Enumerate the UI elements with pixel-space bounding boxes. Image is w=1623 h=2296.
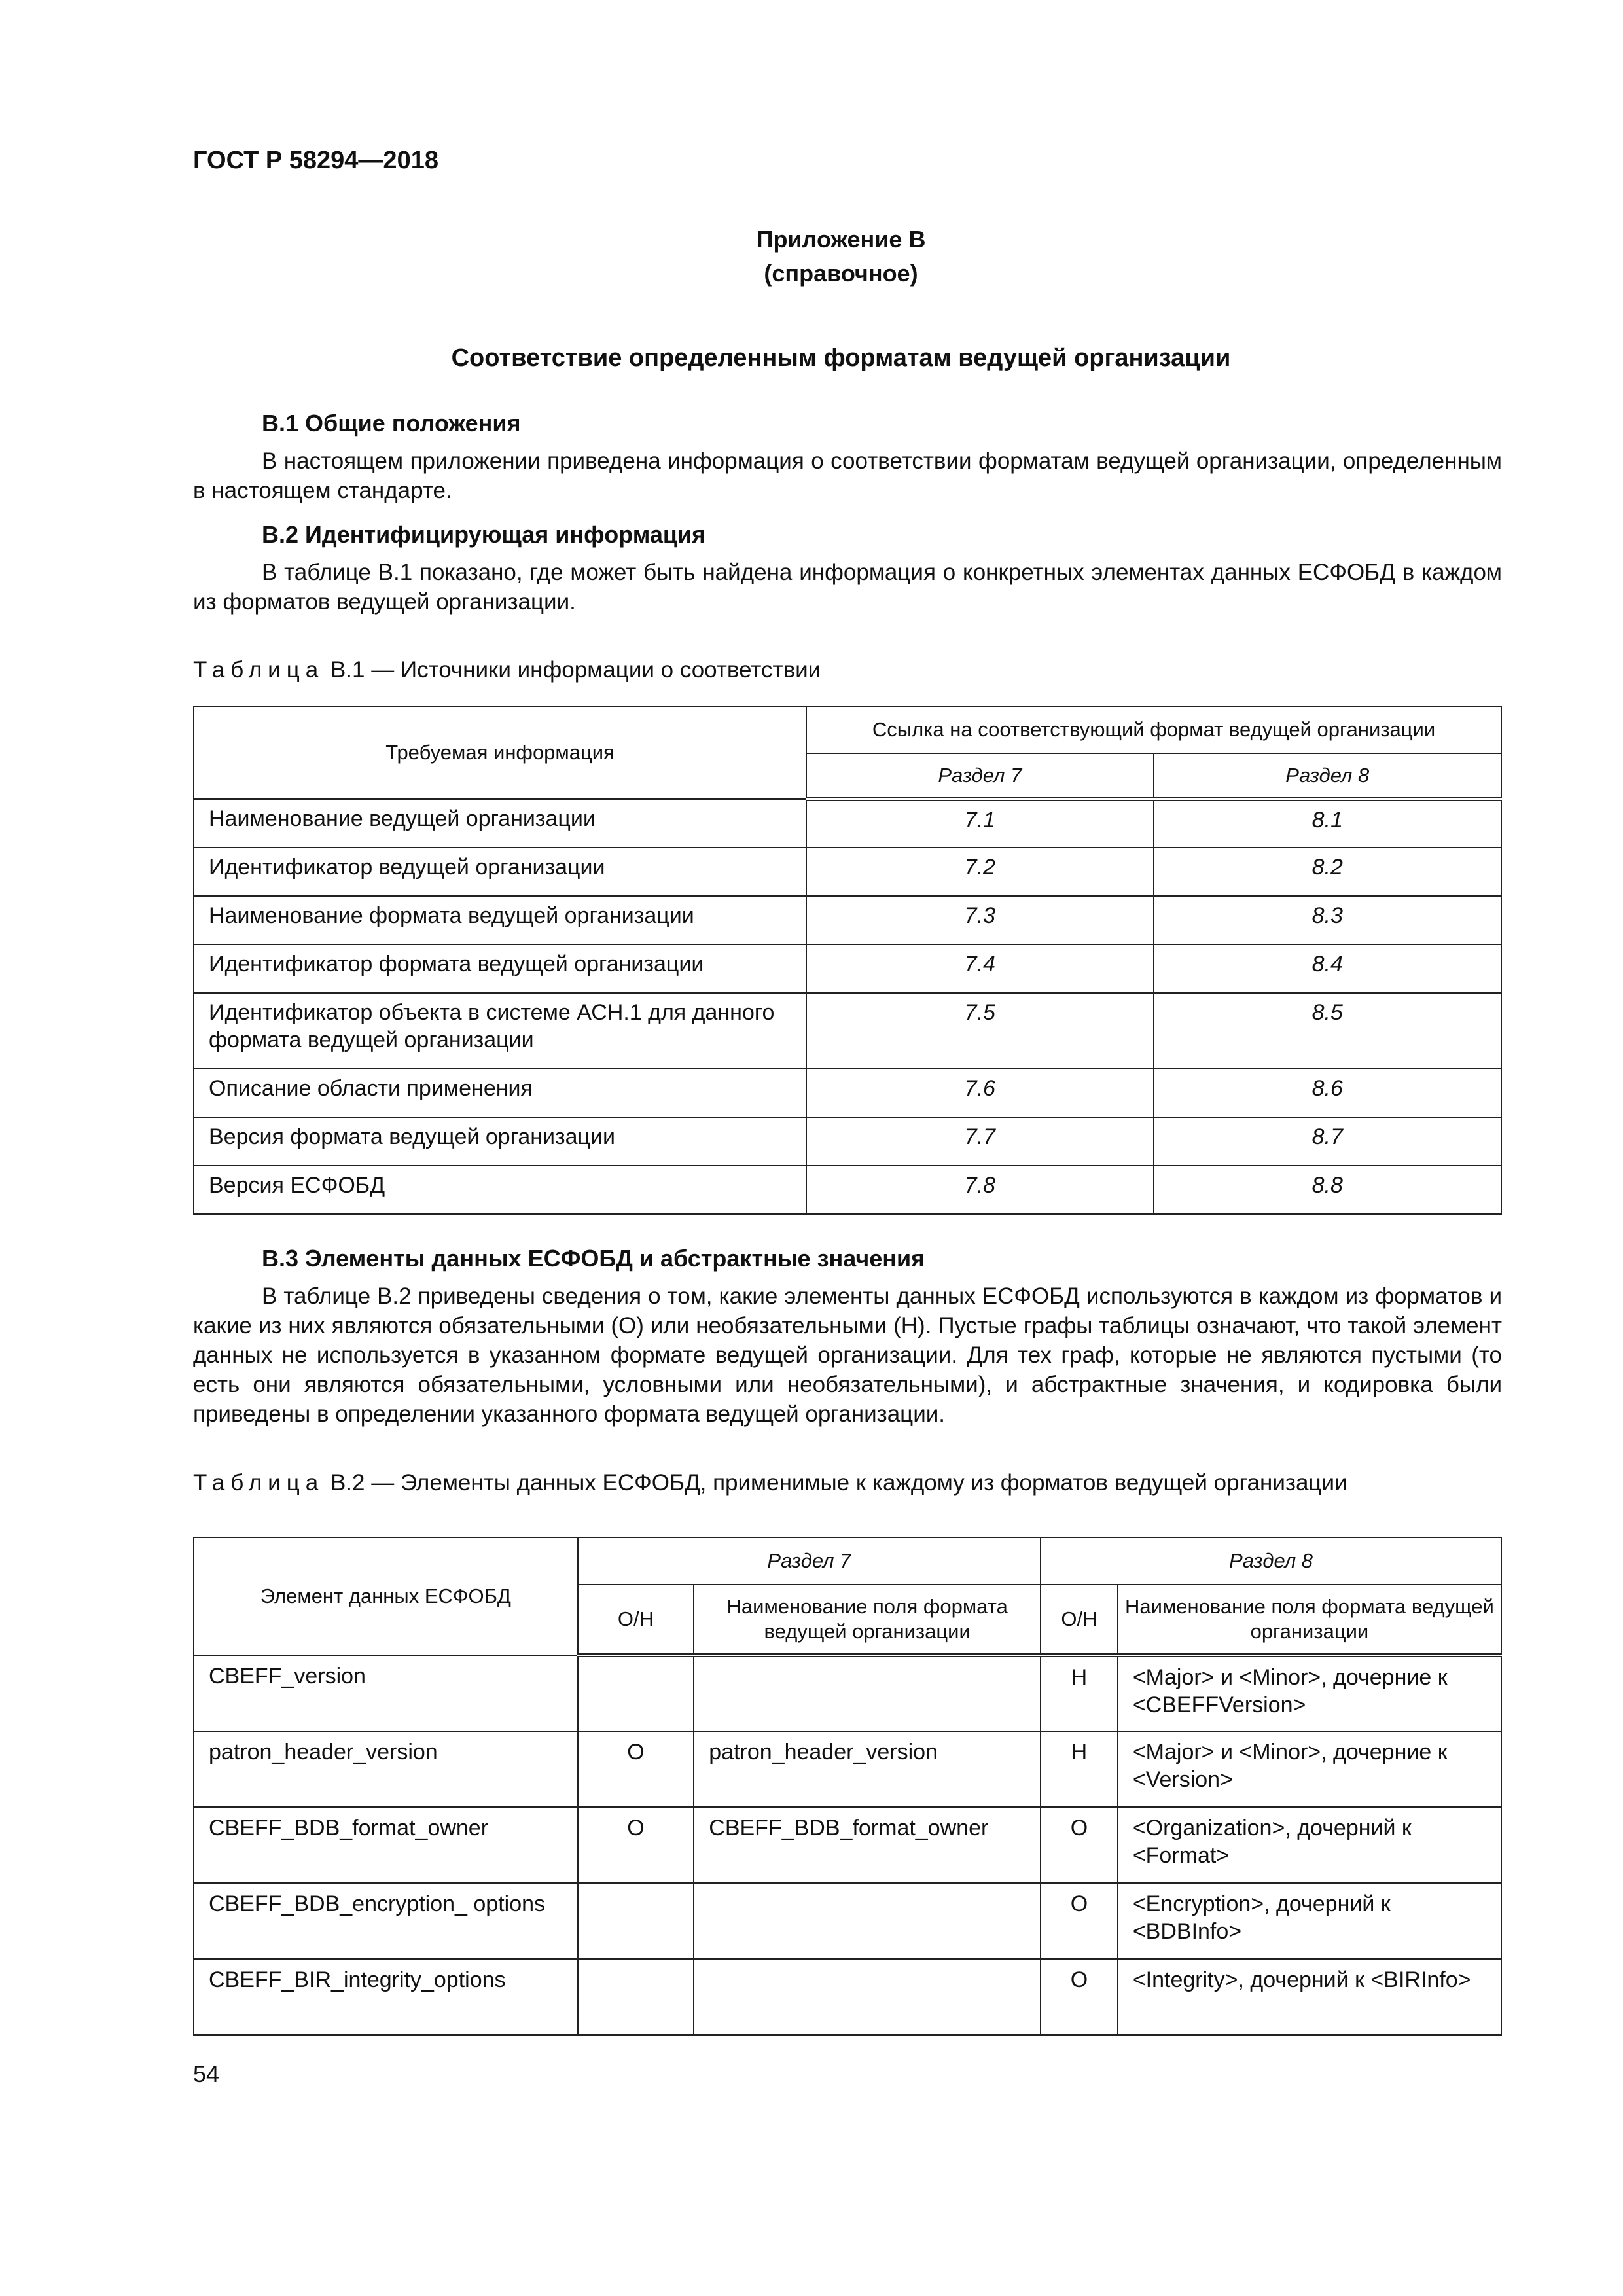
document-code: ГОСТ Р 58294—2018	[193, 147, 438, 174]
section-b2-text: В таблице В.1 показано, где может быть найдена информация о конкретных элементах данных ЕСФОБД в каждом из форматов ведущей организации.	[193, 560, 1502, 615]
table1-row-name: Наименование ведущей организации	[194, 799, 806, 848]
table2-row-field8: <Major> и <Minor>, дочерние к <CBEFFVersion>	[1118, 1655, 1501, 1731]
table1-row-section8: 8.1	[1154, 799, 1501, 848]
table2-header-oh7: О/Н	[578, 1585, 694, 1655]
table2	[193, 1537, 1502, 2036]
table1-row-section7: 7.4	[806, 944, 1153, 993]
section-b3-heading: В.3 Элементы данных ЕСФОБД и абстрактные значения	[262, 1245, 925, 1272]
table1-row-name: Наименование формата ведущей организации	[194, 896, 806, 944]
table1-row-name: Версия формата ведущей организации	[194, 1117, 806, 1166]
table1-row-section7: 7.3	[806, 896, 1153, 944]
table1-row-section7: 7.1	[806, 799, 1153, 848]
table2-row-oh8: О	[1041, 1883, 1118, 1959]
table2-row-field7: CBEFF_BDB_format_owner	[694, 1807, 1041, 1883]
table1-row-section8: 8.4	[1154, 944, 1501, 993]
table2-row-oh8: Н	[1041, 1655, 1118, 1731]
section-b1-text: В настоящем приложении приведена информация о соответствии форматам ведущей организации, определенным в настоящем стандарте.	[193, 448, 1502, 503]
table2-row-oh8: О	[1041, 1959, 1118, 2035]
appendix-title: Приложение В	[756, 226, 926, 253]
table1-row-section8: 8.7	[1154, 1117, 1501, 1166]
table2-row-element: CBEFF_BIR_integrity_options	[194, 1959, 578, 2035]
table2-header-oh8: О/Н	[1041, 1585, 1118, 1655]
table1-caption-word: Таблица	[193, 657, 325, 683]
table1-row-section8: 8.3	[1154, 896, 1501, 944]
table1-header-section7: Раздел 7	[806, 753, 1153, 799]
table1-header-section8: Раздел 8	[1154, 753, 1501, 799]
table1-row-section7: 7.6	[806, 1069, 1153, 1117]
table2-row-field8: <Integrity>, дочерний к <BIRInfo>	[1118, 1959, 1501, 2035]
table1-row-section8: 8.8	[1154, 1166, 1501, 1214]
table2-row-field7: patron_header_version	[694, 1731, 1041, 1807]
table1-row-section8: 8.5	[1154, 993, 1501, 1069]
table2-row-element: CBEFF_BDB_format_owner	[194, 1807, 578, 1883]
table2-row-oh7: О	[578, 1731, 694, 1807]
table2-caption-text: В.2 — Элементы данных ЕСФОБД, применимые к каждому из форматов ведущей организации	[324, 1470, 1347, 1496]
table2-row-element: CBEFF_version	[194, 1655, 578, 1731]
table2-row-oh7	[578, 1655, 694, 1731]
table2-row-field8: <Organization>, дочерний к <Format>	[1118, 1807, 1501, 1883]
table1	[193, 706, 1502, 1215]
appendix-subtitle: (справочное)	[764, 260, 918, 287]
table1-row-name: Версия ЕСФОБД	[194, 1166, 806, 1214]
table2-row-field7	[694, 1655, 1041, 1731]
table1-row-name: Идентификатор формата ведущей организации	[194, 944, 806, 993]
table2-row-element: patron_header_version	[194, 1731, 578, 1807]
table1-row-name: Идентификатор объекта в системе АСН.1 для данного формата ведущей организации	[194, 993, 806, 1069]
table2-row-field8: <Encryption>, дочерний к <BDBInfo>	[1118, 1883, 1501, 1959]
table1-row-section7: 7.7	[806, 1117, 1153, 1166]
table2-caption	[193, 1470, 1347, 1496]
table2-row-element: CBEFF_BDB_encryption_ options	[194, 1883, 578, 1959]
section-b1-heading: В.1 Общие положения	[262, 410, 521, 437]
table1-row-section8: 8.2	[1154, 848, 1501, 896]
table2-header-section7: Раздел 7	[578, 1537, 1041, 1585]
table2-header-field7: Наименование поля формата ведущей организации	[694, 1585, 1041, 1655]
table2-header-field8: Наименование поля формата ведущей организации	[1118, 1585, 1501, 1655]
table1-row-section7: 7.2	[806, 848, 1153, 896]
table2-header-section8: Раздел 8	[1041, 1537, 1501, 1585]
table1-caption-text: В.1 — Источники информации о соответствии	[324, 657, 821, 683]
table2-row-field7	[694, 1959, 1041, 2035]
table1-row-name: Идентификатор ведущей организации	[194, 848, 806, 896]
table2-header-element: Элемент данных ЕСФОБД	[194, 1537, 578, 1655]
table2-row-field8: <Major> и <Minor>, дочерние к <Version>	[1118, 1731, 1501, 1807]
table2-row-oh8: О	[1041, 1807, 1118, 1883]
table1-row-section8: 8.6	[1154, 1069, 1501, 1117]
section-b2-heading: В.2 Идентифицирующая информация	[262, 521, 706, 548]
page-number: 54	[193, 2060, 220, 2087]
table2-row-oh8: Н	[1041, 1731, 1118, 1807]
table1-row-name: Описание области применения	[194, 1069, 806, 1117]
table1-caption	[193, 657, 821, 683]
table1-row-section7: 7.5	[806, 993, 1153, 1069]
table2-caption-word: Таблица	[193, 1470, 325, 1496]
table2-row-field7	[694, 1883, 1041, 1959]
table1-row-section7: 7.8	[806, 1166, 1153, 1214]
table2-row-oh7	[578, 1883, 694, 1959]
table1-header-required-info: Требуемая информация	[194, 706, 806, 799]
table2-row-oh7: О	[578, 1807, 694, 1883]
table1-header-reference: Ссылка на соответствующий формат ведущей организации	[806, 706, 1501, 753]
appendix-heading: Соответствие определенным форматам ведущей организации	[451, 344, 1231, 372]
table2-row-oh7	[578, 1959, 694, 2035]
section-b3-text: В таблице В.2 приведены сведения о том, какие элементы данных ЕСФОБД используются в каждом из форматов и какие из них являются обязательными (О) или необязательными (Н). Пустые графы таблицы означают, что такой элемент данных не используется в указанном формате ведущей организации. Для тех граф, которые не являются пустыми (то есть они являются обязательными, условными или необязательными), и абстрактные значения, и кодировка были приведены в определении указанного формата ведущей организации.	[193, 1283, 1502, 1427]
